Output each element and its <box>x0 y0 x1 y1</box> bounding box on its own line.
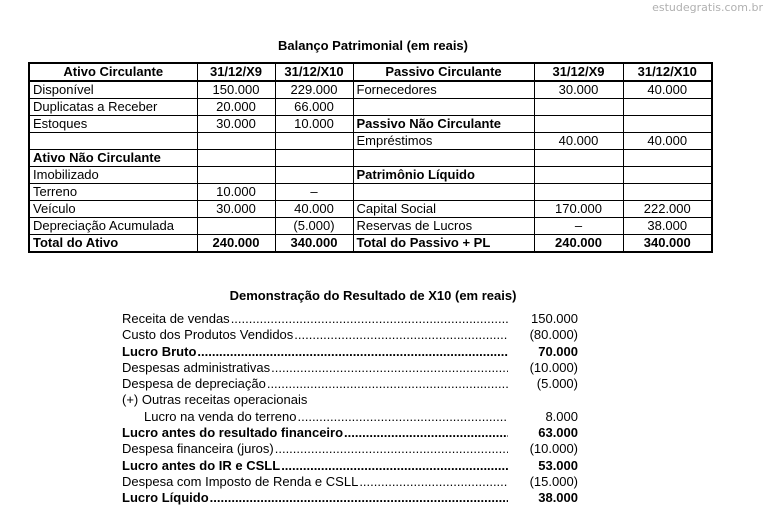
dre-row <box>122 474 592 490</box>
table-row <box>29 116 712 133</box>
table-row <box>29 150 712 167</box>
passivo-x9-value <box>534 150 623 167</box>
dot-leader <box>344 425 508 441</box>
ativo-x10-value <box>275 150 353 167</box>
ativo-label: Veículo <box>29 201 197 218</box>
ativo-label: Disponível <box>29 81 197 99</box>
passivo-label <box>353 184 534 201</box>
passivo-x10-value: 40.000 <box>623 81 712 99</box>
dre-row-label: Lucro antes do IR e CSLL <box>122 457 281 473</box>
dre-row-value: 63.000 <box>538 425 578 441</box>
passivo-x10-value: 38.000 <box>623 218 712 235</box>
dre-statement <box>122 311 592 507</box>
ativo-x10-value <box>275 133 353 150</box>
ativo-label: Terreno <box>29 184 197 201</box>
balanco-title: Balanço Patrimonial (em reais) <box>277 38 468 53</box>
dre-row-label-wrap <box>122 327 508 343</box>
total-ativo-x9: 240.000 <box>197 235 275 253</box>
ativo-label: Duplicatas a Receber <box>29 99 197 116</box>
header-passivo-x9: 31/12/X9 <box>534 63 623 81</box>
passivo-x10-value <box>623 167 712 184</box>
dre-row-label: Despesa de depreciação <box>122 376 266 392</box>
ativo-x9-value: 30.000 <box>197 116 275 133</box>
ativo-x10-value <box>275 167 353 184</box>
header-passivo-x10: 31/12/X10 <box>623 63 712 81</box>
table-row <box>29 218 712 235</box>
passivo-label: Passivo Não Circulante <box>353 116 534 133</box>
dot-leader <box>298 409 509 425</box>
dre-row-label: Despesa financeira (juros) <box>122 441 274 457</box>
total-passivo-x9: 240.000 <box>534 235 623 253</box>
dre-row-value: 70.000 <box>538 343 578 359</box>
dot-leader <box>267 376 508 392</box>
dre-row <box>122 458 592 474</box>
dre-row-label-wrap <box>122 425 508 441</box>
dre-row-label: Despesas administrativas <box>122 359 271 375</box>
passivo-label: Fornecedores <box>353 81 534 99</box>
passivo-label: Reservas de Lucros <box>353 218 534 235</box>
ativo-x10-value: 66.000 <box>275 99 353 116</box>
dot-leader <box>308 392 508 408</box>
passivo-x9-value <box>534 99 623 116</box>
dre-row <box>122 344 592 360</box>
table-row <box>29 201 712 218</box>
passivo-x10-value: 222.000 <box>623 201 712 218</box>
dre-row-label: Lucro Líquido <box>122 490 209 506</box>
table-row <box>29 167 712 184</box>
passivo-x9-value: – <box>534 218 623 235</box>
dre-row <box>122 425 592 441</box>
dre-row-value: (10.000) <box>529 359 578 375</box>
total-passivo-label: Total do Passivo + PL <box>353 235 534 253</box>
passivo-label: Patrimônio Líquido <box>353 167 534 184</box>
ativo-x9-value <box>197 133 275 150</box>
header-ativo: Ativo Circulante <box>29 63 197 81</box>
ativo-x10-value: 40.000 <box>275 201 353 218</box>
ativo-label: Estoques <box>29 116 197 133</box>
balanco-body <box>29 81 712 252</box>
dre-row-label-wrap <box>122 474 508 490</box>
dre-row-label-wrap <box>122 360 508 376</box>
ativo-x9-value: 20.000 <box>197 99 275 116</box>
dot-leader <box>281 458 508 474</box>
header-ativo-x9: 31/12/X9 <box>197 63 275 81</box>
ativo-x9-value <box>197 218 275 235</box>
ativo-label: Imobilizado <box>29 167 197 184</box>
dre-row-label: Lucro na venda do terreno <box>144 408 297 424</box>
total-row <box>29 235 712 253</box>
passivo-x10-value <box>623 116 712 133</box>
passivo-label <box>353 99 534 116</box>
dre-row-label-wrap <box>122 441 508 457</box>
dre-row-label: Custo dos Produtos Vendidos <box>122 327 294 343</box>
dot-leader <box>197 344 508 360</box>
total-ativo-x10: 340.000 <box>275 235 353 253</box>
dre-row <box>122 360 592 376</box>
watermark: estudegratis.com.br <box>652 1 763 14</box>
passivo-x9-value <box>534 167 623 184</box>
ativo-x9-value: 150.000 <box>197 81 275 99</box>
dot-leader <box>210 490 508 506</box>
ativo-x10-value: (5.000) <box>275 218 353 235</box>
header-ativo-x10: 31/12/X10 <box>275 63 353 81</box>
table-row <box>29 184 712 201</box>
dre-row <box>122 490 592 506</box>
dre-row <box>122 392 592 408</box>
dre-row <box>122 409 592 425</box>
dre-row-value: (10.000) <box>529 441 578 457</box>
dre-row <box>122 441 592 457</box>
table-row <box>29 81 712 99</box>
ativo-x9-value <box>197 167 275 184</box>
ativo-x9-value: 10.000 <box>197 184 275 201</box>
ativo-x10-value: – <box>275 184 353 201</box>
dre-row-value: 38.000 <box>538 490 578 506</box>
passivo-x9-value: 30.000 <box>534 81 623 99</box>
total-passivo-x10: 340.000 <box>623 235 712 253</box>
dre-row-value: 8.000 <box>545 408 578 424</box>
dot-leader <box>231 311 508 327</box>
dre-row-label-wrap <box>122 376 508 392</box>
table-row <box>29 133 712 150</box>
table-row <box>29 99 712 116</box>
ativo-label <box>29 133 197 150</box>
passivo-x10-value <box>623 99 712 116</box>
passivo-label: Empréstimos <box>353 133 534 150</box>
dre-title: Demonstração do Resultado de X10 (em reais) <box>229 288 517 303</box>
dre-row-label: Despesa com Imposto de Renda e CSLL <box>122 473 359 489</box>
dot-leader <box>294 327 508 343</box>
dre-row-value: 53.000 <box>538 457 578 473</box>
dre-row-label-wrap <box>122 392 508 408</box>
dre-row-label-wrap <box>122 409 508 425</box>
dre-row-label-wrap <box>122 458 508 474</box>
dre-row-value: 150.000 <box>531 311 578 326</box>
dre-row-label-wrap <box>122 490 508 506</box>
passivo-x9-value <box>534 116 623 133</box>
passivo-label <box>353 150 534 167</box>
dot-leader <box>359 474 508 490</box>
dre-row-label-wrap <box>122 311 508 327</box>
passivo-x10-value <box>623 150 712 167</box>
passivo-x9-value: 170.000 <box>534 201 623 218</box>
balanco-table <box>28 62 713 253</box>
ativo-x10-value: 229.000 <box>275 81 353 99</box>
dre-row-value: (80.000) <box>529 327 578 343</box>
balanco-header-row <box>29 63 712 81</box>
passivo-x10-value: 40.000 <box>623 133 712 150</box>
header-passivo: Passivo Circulante <box>353 63 534 81</box>
dre-row-label-wrap <box>122 344 508 360</box>
dre-row <box>122 311 592 327</box>
dre-row <box>122 376 592 392</box>
dre-row-label: Lucro Bruto <box>122 343 197 359</box>
passivo-x9-value: 40.000 <box>534 133 623 150</box>
dre-row <box>122 327 592 343</box>
passivo-x10-value <box>623 184 712 201</box>
ativo-label: Ativo Não Circulante <box>29 150 197 167</box>
ativo-x9-value: 30.000 <box>197 201 275 218</box>
dot-leader <box>275 441 508 457</box>
passivo-label: Capital Social <box>353 201 534 218</box>
passivo-x9-value <box>534 184 623 201</box>
ativo-label: Depreciação Acumulada <box>29 218 197 235</box>
dre-row-label: Lucro antes do resultado financeiro <box>122 425 344 441</box>
ativo-x10-value: 10.000 <box>275 116 353 133</box>
total-ativo-label: Total do Ativo <box>29 235 197 253</box>
dre-row-label: Receita de vendas <box>122 311 230 326</box>
dre-row-label: (+) Outras receitas operacionais <box>122 392 308 408</box>
dot-leader <box>271 360 508 376</box>
dre-row-value: (15.000) <box>529 473 578 489</box>
ativo-x9-value <box>197 150 275 167</box>
dre-row-value: (5.000) <box>536 376 578 392</box>
